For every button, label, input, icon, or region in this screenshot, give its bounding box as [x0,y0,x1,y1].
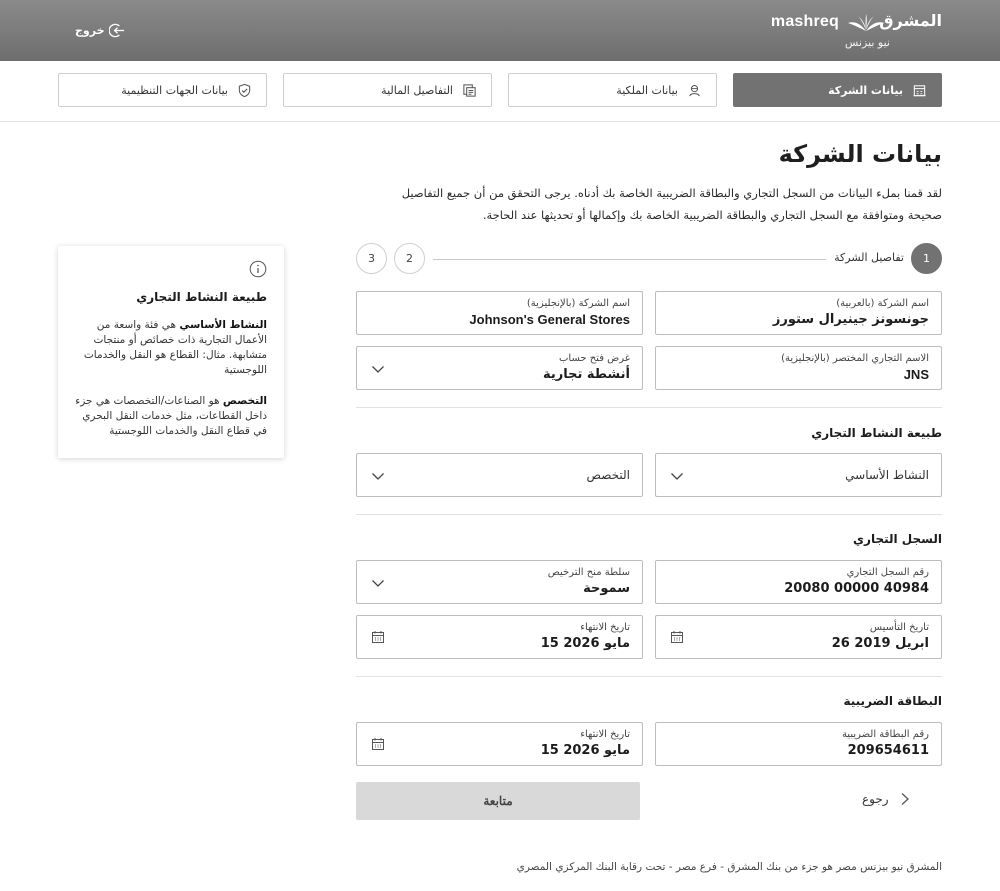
brand-name-arabic: المشرق [879,11,942,30]
field-value: 15 مايو 2026 [540,636,630,651]
field-value: 15 مايو 2026 [540,743,630,758]
field-label: رقم السجل التجاري [846,567,929,578]
step-2[interactable]: 2 [394,243,425,274]
registry-section-title: السجل التجاري [853,532,942,546]
info-term: التخصص [222,395,267,407]
tax-section-title: البطاقة الضريبية [843,694,942,708]
chevron-down-icon [371,469,385,483]
tabs-divider [0,121,1000,122]
documents-icon [462,83,477,98]
info-card [58,246,284,458]
select-placeholder: النشاط الأساسي [845,468,929,482]
field-label: تاريخ الانتهاء [580,622,630,633]
company-name-en-field[interactable] [356,291,643,335]
info-card-title: طبيعة النشاط التجاري [136,290,267,304]
field-value: أنشطة تجارية [542,367,630,382]
field-value: Johnson's General Stores [469,312,630,327]
field-value: 209654611 [847,743,929,758]
chevron-down-icon [371,576,385,590]
progress-stepper [356,243,942,275]
step-1[interactable]: 1 [911,243,942,274]
tax-expiry-date-field[interactable] [356,722,643,766]
stepper-line [433,259,826,260]
field-label: اسم الشركة (بالعربية) [836,298,929,309]
intro-text: لقد قمنا بملء البيانات من السجل التجاري والبطاقة الضريبية الخاصة بك أدناه. يرجى التحقق من أن جميع التفاصيل صحيحة ومتوافقة مع السجل التجاري والبطاقة الضريبية الخاصة بك وإكمالها أو تحديثها عند الحاجة. [401,186,942,222]
shield-check-icon [237,83,252,98]
tab-label: بيانات الشركة [828,83,903,97]
info-text: هي فئة واسعة من الأعمال التجارية ذات خصائص أو منتجات متشابهة. مثال: القطاع هو النقل والخدمات اللوجستية [83,319,267,376]
primary-activity-select[interactable] [655,453,942,497]
brand-subtitle: نيو بيزنس [844,36,890,49]
tab-financial-details[interactable] [283,73,492,107]
brand-logo-block [770,9,942,49]
info-text: هو الصناعات/التخصصات هي جزء داخل القطاعات، مثل خدمات النقل البحري في قطاع النقل والخدمات اللوجستية [75,395,267,437]
field-label: رقم البطاقة الضريبية [841,729,929,740]
building-icon [912,83,927,98]
specialty-select[interactable] [356,453,643,497]
field-label: تاريخ التأسيس [869,622,929,633]
field-value: سموحة [583,581,630,596]
field-label: تاريخ الانتهاء [580,729,630,740]
activity-section-title: طبيعة النشاط التجاري [811,426,942,440]
logout-icon [109,22,126,39]
section-divider [356,407,942,408]
field-label: الاسم التجاري المختصر (بالإنجليزية) [781,353,929,364]
field-value: جونسونز جينيرال ستورز [772,312,929,327]
section-divider [356,676,942,677]
calendar-icon[interactable] [371,737,385,751]
tab-ownership-details[interactable] [508,73,717,107]
footer-text: المشرق نيو بيزنس مصر هو جزء من بنك المشرق - فرع مصر - تحت رقابة البنك المركزي المصري [516,861,942,873]
tab-label: بيانات الملكية [616,83,678,97]
account-purpose-select[interactable] [356,346,643,390]
registry-number-field[interactable] [655,560,942,604]
logout-label: خروج [75,23,105,37]
info-paragraph-specialty [75,394,267,439]
continue-button[interactable]: متابعة [356,782,640,820]
section-tabs [58,73,942,107]
field-label: غرض فتح حساب [558,353,630,364]
section-divider [356,514,942,515]
tab-label: بيانات الجهات التنظيمية [121,83,228,97]
field-value: JNS [903,367,929,382]
chevron-right-icon [899,792,911,806]
step-active-label: تفاصيل الشركة [834,251,904,264]
company-name-ar-field[interactable] [655,291,942,335]
calendar-icon[interactable] [670,630,684,644]
field-label: سلطة منح الترخيص [547,567,630,578]
back-button[interactable] [862,792,911,806]
top-header [0,0,1000,61]
short-trade-name-field[interactable] [655,346,942,390]
field-value: 26 ابريل 2019 [831,636,929,651]
page-title: بيانات الشركة [778,140,942,168]
chevron-down-icon [670,469,684,483]
logout-button[interactable] [75,20,126,40]
registry-expiry-date-field[interactable] [356,615,643,659]
tab-company-details[interactable] [733,73,942,107]
field-value: 20080 00000 40984 [784,581,929,596]
select-placeholder: التخصص [586,468,630,482]
chevron-down-icon [371,362,385,376]
licensing-authority-select[interactable] [356,560,643,604]
info-paragraph-primary [75,318,267,378]
tab-regulatory-details[interactable] [58,73,267,107]
info-term: النشاط الأساسي [179,319,267,331]
info-icon [249,260,267,278]
founding-date-field[interactable] [655,615,942,659]
field-label: اسم الشركة (بالإنجليزية) [526,298,630,309]
calendar-icon[interactable] [371,630,385,644]
user-icon [687,83,702,98]
back-label: رجوع [862,792,889,806]
tax-card-number-field[interactable] [655,722,942,766]
tab-label: التفاصيل المالية [381,83,453,97]
step-3[interactable]: 3 [356,243,387,274]
brand-name-latin: mashreq [770,13,839,30]
